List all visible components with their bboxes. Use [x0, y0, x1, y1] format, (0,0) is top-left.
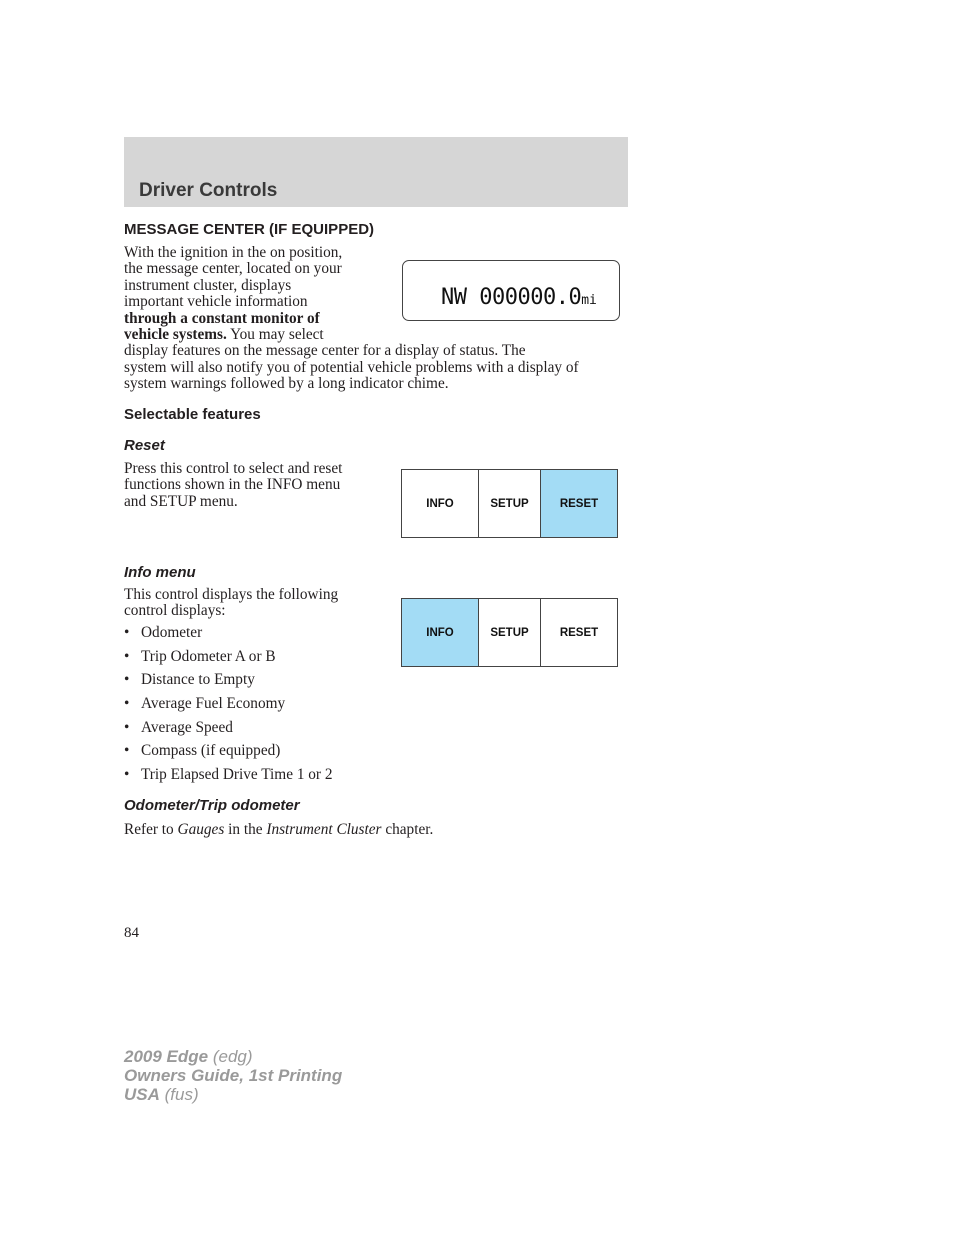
list-item: [124, 741, 333, 765]
intro-line: system will also notify you of potential vehicle problems with a display of: [124, 358, 579, 376]
footer-model: 2009 Edge: [124, 1047, 209, 1066]
section-title: MESSAGE CENTER (IF EQUIPPED): [124, 221, 375, 238]
list-item: [124, 718, 333, 742]
odometer-trip-paragraph: [124, 822, 433, 838]
reset-line: and SETUP menu.: [124, 492, 238, 510]
info-button[interactable]: INFO: [426, 497, 454, 510]
info-menu-line: This control displays the following: [124, 586, 339, 603]
footer-market-code: (fus): [159, 1085, 199, 1104]
footer-model-code: (edg): [208, 1047, 253, 1066]
footer-line: [124, 1085, 342, 1104]
chapter-header-band: [124, 137, 628, 207]
intro-bold-text: through a constant monitor of: [124, 309, 320, 327]
footer-line: [124, 1047, 342, 1066]
bullet-icon: •: [124, 647, 130, 665]
list-item-label: Distance to Empty: [141, 671, 255, 689]
intro-bold-text: vehicle systems.: [124, 326, 227, 344]
button-panel-info-highlight: [401, 598, 618, 667]
info-menu-paragraph: [124, 587, 338, 620]
list-item-label: Trip Elapsed Drive Time 1 or 2: [141, 766, 333, 784]
intro-line: With the ignition in the on position,: [124, 244, 343, 261]
odometer-trip-text: Refer to: [124, 821, 178, 838]
list-item-label: Odometer: [141, 624, 203, 641]
odometer-trip-heading: Odometer/Trip odometer: [124, 797, 300, 814]
reset-button[interactable]: RESET: [540, 470, 617, 537]
footer-line: [124, 1066, 342, 1085]
odometer-unit: mi: [581, 293, 597, 308]
odometer-readout: [441, 287, 597, 312]
list-item-label: Average Fuel Economy: [141, 695, 286, 713]
odometer-reading: NW 000000.0: [441, 285, 582, 310]
reset-line: functions shown in the INFO menu: [124, 476, 341, 494]
list-item: [124, 623, 333, 647]
bullet-icon: •: [124, 695, 130, 713]
list-item-label: Trip Odometer A or B: [141, 647, 276, 665]
message-center-display: [402, 260, 620, 321]
intro-line: display features on the message center for a display of status. The: [124, 342, 526, 360]
gauges-reference: Gauges: [177, 821, 225, 838]
intro-line: system warnings followed by a long indicator chime.: [124, 375, 449, 393]
selectable-features-heading: Selectable features: [124, 406, 261, 423]
setup-button[interactable]: SETUP: [478, 599, 540, 666]
button-panel-reset-highlight: [401, 469, 618, 538]
reset-line: Press this control to select and reset: [124, 460, 343, 477]
footer-market: USA: [124, 1085, 160, 1104]
list-item: [124, 647, 333, 671]
list-item: [124, 765, 333, 789]
list-item-label: Average Speed: [141, 718, 233, 736]
document-footer: [124, 1047, 342, 1104]
page-number: 84: [124, 925, 139, 941]
info-menu-line: control displays:: [124, 602, 226, 620]
intro-line: instrument cluster, displays: [124, 276, 292, 294]
reset-heading: Reset: [124, 437, 165, 454]
instrument-cluster-reference: Instrument Cluster: [266, 821, 382, 838]
footer-guide: Owners Guide, 1st Printing: [124, 1066, 343, 1085]
bullet-icon: •: [124, 718, 130, 736]
intro-line-mixed: [124, 327, 579, 343]
bullet-icon: •: [124, 671, 130, 689]
setup-button[interactable]: SETUP: [478, 470, 540, 537]
info-menu-heading: Info menu: [124, 564, 196, 581]
reset-paragraph: [124, 461, 342, 510]
list-item: [124, 670, 333, 694]
info-button[interactable]: INFO: [402, 599, 478, 666]
odometer-trip-text: in the: [224, 821, 267, 838]
chapter-title: Driver Controls: [139, 180, 278, 201]
reset-button[interactable]: RESET: [540, 599, 617, 666]
bullet-icon: •: [124, 766, 130, 784]
intro-text: You may select: [226, 326, 324, 344]
info-menu-list: [124, 623, 333, 789]
intro-line: important vehicle information: [124, 293, 308, 311]
list-item-label: Compass (if equipped): [141, 742, 281, 760]
odometer-trip-text: chapter.: [381, 821, 434, 838]
bullet-icon: •: [124, 624, 130, 641]
bullet-icon: •: [124, 742, 130, 760]
intro-line: the message center, located on your: [124, 260, 342, 278]
list-item: [124, 694, 333, 718]
